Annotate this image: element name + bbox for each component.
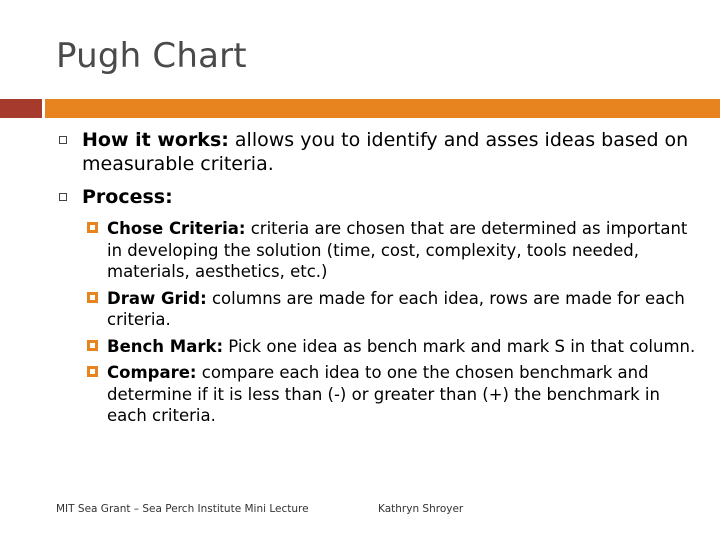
subbullet-term: Compare: <box>107 363 197 382</box>
footer-left-text: MIT Sea Grant – Sea Perch Institute Mini Lecture <box>56 503 309 515</box>
subbullet-bench-mark <box>56 336 696 358</box>
bullet-term: Process: <box>82 186 173 208</box>
subbullet-term: Draw Grid: <box>107 288 207 308</box>
slide-body <box>56 128 696 432</box>
orange-square-bullet-icon <box>87 292 98 303</box>
bullet-process <box>56 185 696 209</box>
bullet-term: How it works: <box>82 129 229 151</box>
subbullet-text: columns are made for each idea, rows are made for each criteria. <box>107 288 685 329</box>
title-rule-left <box>0 99 42 118</box>
bullet-how-it-works <box>56 128 696 176</box>
subbullet-term: Chose Criteria: <box>107 219 246 238</box>
bullet-text: allows you to identify and asses ideas based on measurable criteria. <box>82 129 689 175</box>
orange-square-bullet-icon <box>87 222 98 233</box>
footer-author: Kathryn Shroyer <box>378 503 464 515</box>
slide-title: Pugh Chart <box>56 36 247 76</box>
orange-square-bullet-icon <box>87 340 98 351</box>
hollow-square-bullet-icon <box>59 193 67 201</box>
subbullet-text: Pick one idea as bench mark and mark S in that column. <box>223 336 696 356</box>
subbullet-draw-grid <box>56 288 696 331</box>
orange-square-bullet-icon <box>87 366 98 377</box>
subbullet-text: criteria are chosen that are determined as important in developing the solution (time, cost, complexity, tools needed, materials, aesthetics, etc.) <box>107 219 688 281</box>
hollow-square-bullet-icon <box>59 136 67 144</box>
subbullet-compare <box>56 362 696 427</box>
subbullet-text: compare each idea to one the chosen benchmark and determine if it is less than (-) or greater than (+) the benchmark in each criteria. <box>107 363 660 425</box>
subbullet-term: Bench Mark: <box>107 336 224 356</box>
subbullet-chose-criteria <box>56 218 696 283</box>
title-rule-right <box>45 99 720 118</box>
